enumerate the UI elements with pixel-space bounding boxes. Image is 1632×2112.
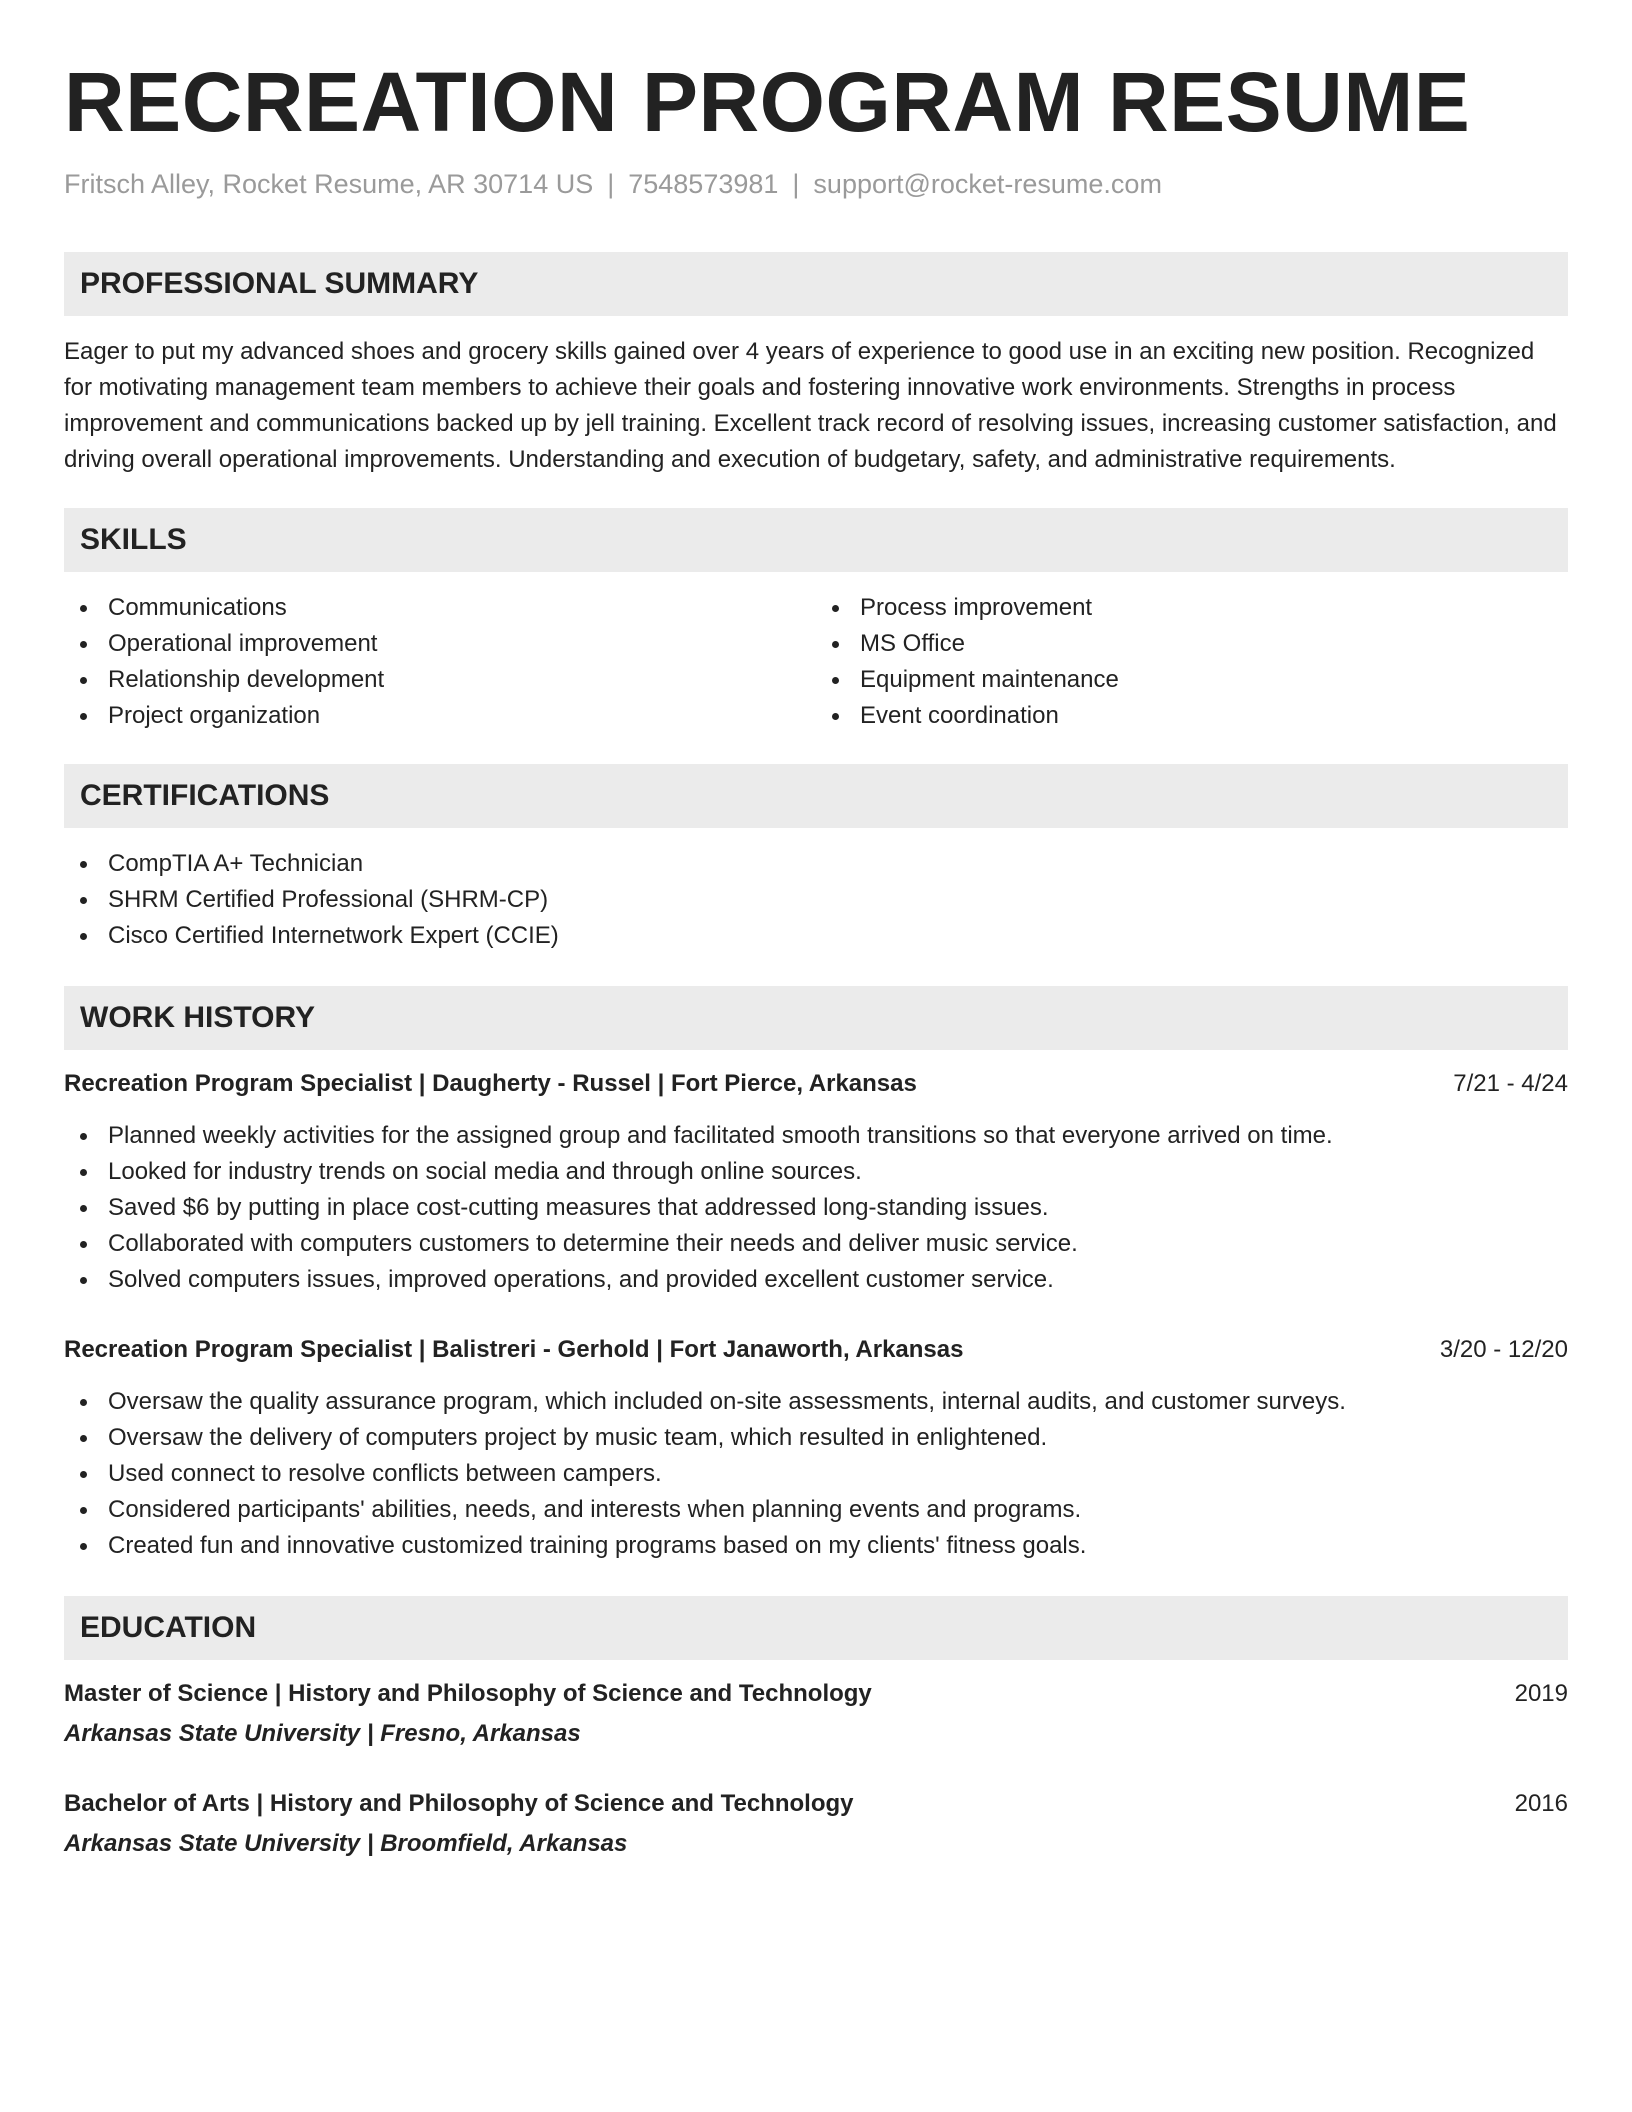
skill-item: Process improvement — [816, 590, 1568, 626]
contact-phone: 7548573981 — [628, 169, 779, 199]
skill-item: Equipment maintenance — [816, 662, 1568, 698]
job-header — [64, 1066, 1568, 1102]
job-bullet: Solved computers issues, improved operations, and provided excellent customer service. — [64, 1262, 1568, 1298]
contact-separator: | — [792, 169, 800, 199]
education-entry — [64, 1676, 1568, 1752]
education-header — [64, 1786, 1568, 1822]
certification-item: CompTIA A+ Technician — [64, 846, 1568, 882]
skills-list-right — [816, 590, 1568, 734]
section-header-certifications: CERTIFICATIONS — [64, 764, 1568, 828]
certifications-list — [64, 846, 1568, 954]
section-header-skills: SKILLS — [64, 508, 1568, 572]
degree-title: Bachelor of Arts | History and Philosophy of Science and Technology — [64, 1790, 854, 1817]
job-title: Recreation Program Specialist | Balistreri - Gerhold | Fort Janaworth, Arkansas — [64, 1336, 964, 1363]
job-bullet: Collaborated with computers customers to determine their needs and deliver music service. — [64, 1226, 1568, 1262]
summary-text: Eager to put my advanced shoes and grocery skills gained over 4 years of experience to good use in an exciting new position. Recognized for motivating management team members to achieve their goals and fostering innovative work environments. Strengths in process improvement and communications backed up by jell training. Excellent track record of resolving issues, increasing customer satisfaction, and driving overall operational improvements. Understanding and execution of budgetary, safety, and administrative requirements. — [64, 338, 1557, 473]
skill-item: Event coordination — [816, 698, 1568, 734]
education-header — [64, 1676, 1568, 1712]
job-bullet: Oversaw the delivery of computers project by music team, which resulted in enlightened. — [64, 1420, 1568, 1456]
job-bullet: Oversaw the quality assurance program, which included on-site assessments, internal audits, and customer surveys. — [64, 1384, 1568, 1420]
section-header-education: EDUCATION — [64, 1596, 1568, 1660]
skill-item: Project organization — [64, 698, 816, 734]
school-name: Arkansas State University | Fresno, Arkansas — [64, 1720, 581, 1747]
resume-title: RECREATION PROGRAM RESUME — [64, 55, 1471, 149]
contact-email: support@rocket-resume.com — [813, 169, 1162, 199]
skill-item: Relationship development — [64, 662, 816, 698]
job-dates: 7/21 - 4/24 — [1453, 1070, 1568, 1097]
job-entry — [64, 1066, 1568, 1298]
job-bullet: Planned weekly activities for the assigned group and facilitated smooth transitions so that everyone arrived on time. — [64, 1118, 1568, 1154]
certification-item: Cisco Certified Internetwork Expert (CCIE) — [64, 918, 1568, 954]
skill-item: MS Office — [816, 626, 1568, 662]
skills-grid — [64, 590, 1568, 734]
degree-title: Master of Science | History and Philosophy of Science and Technology — [64, 1680, 872, 1707]
contact-separator: | — [607, 169, 615, 199]
skill-item: Operational improvement — [64, 626, 816, 662]
section-header-work-history: WORK HISTORY — [64, 986, 1568, 1050]
section-header-summary: PROFESSIONAL SUMMARY — [64, 252, 1568, 316]
skill-item: Communications — [64, 590, 816, 626]
job-bullet: Saved $6 by putting in place cost-cutting measures that addressed long-standing issues. — [64, 1190, 1568, 1226]
graduation-year: 2016 — [1514, 1790, 1568, 1817]
graduation-year: 2019 — [1514, 1680, 1568, 1707]
school-name: Arkansas State University | Broomfield, Arkansas — [64, 1830, 628, 1857]
skills-list-left — [64, 590, 816, 734]
certification-item: SHRM Certified Professional (SHRM-CP) — [64, 882, 1568, 918]
job-dates: 3/20 - 12/20 — [1439, 1336, 1568, 1363]
job-bullets — [64, 1118, 1568, 1298]
contact-line — [64, 166, 1568, 202]
job-entry — [64, 1332, 1568, 1564]
job-header — [64, 1332, 1568, 1368]
contact-address: Fritsch Alley, Rocket Resume, AR 30714 US — [64, 169, 594, 199]
job-bullet: Looked for industry trends on social media and through online sources. — [64, 1154, 1568, 1190]
job-bullets — [64, 1384, 1568, 1564]
job-bullet: Created fun and innovative customized training programs based on my clients' fitness goals. — [64, 1528, 1568, 1564]
education-entry — [64, 1786, 1568, 1862]
job-bullet: Considered participants' abilities, needs, and interests when planning events and programs. — [64, 1492, 1568, 1528]
job-bullet: Used connect to resolve conflicts between campers. — [64, 1456, 1568, 1492]
job-title: Recreation Program Specialist | Daugherty - Russel | Fort Pierce, Arkansas — [64, 1070, 917, 1097]
